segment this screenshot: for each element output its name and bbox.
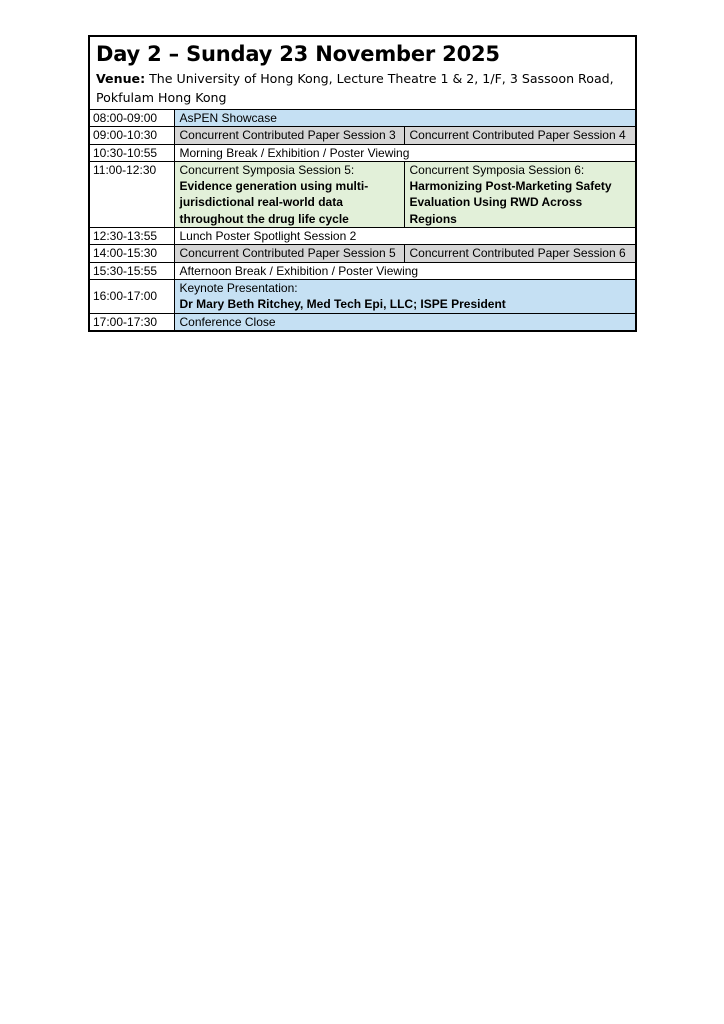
time-cell: 15:30-15:55 xyxy=(90,262,174,279)
session-cell: AsPEN Showcase xyxy=(174,110,635,127)
symposium-title: Harmonizing Post-Marketing Safety Evaluation Using RWD Across Regions xyxy=(409,179,612,226)
table-row xyxy=(90,228,635,245)
table-row xyxy=(90,245,635,262)
table-row xyxy=(90,110,635,127)
time-cell: 10:30-10:55 xyxy=(90,144,174,161)
symposium-cell-b xyxy=(404,161,635,227)
symposium-label: Concurrent Symposia Session 5: xyxy=(179,162,355,177)
table-row xyxy=(90,161,635,227)
symposium-label: Concurrent Symposia Session 6: xyxy=(409,162,585,177)
page-title: Day 2 – Sunday 23 November 2025 xyxy=(96,42,500,66)
table-row xyxy=(90,313,635,330)
time-cell: 16:00-17:00 xyxy=(90,279,174,313)
table-row xyxy=(90,127,635,144)
session-cell: Conference Close xyxy=(174,313,635,330)
session-cell: Lunch Poster Spotlight Session 2 xyxy=(174,228,635,245)
venue-label: Venue: xyxy=(96,71,146,86)
schedule-header xyxy=(90,37,635,109)
schedule-box xyxy=(88,35,637,332)
keynote-label: Keynote Presentation: xyxy=(179,280,298,295)
time-cell: 11:00-12:30 xyxy=(90,161,174,227)
time-cell: 08:00-09:00 xyxy=(90,110,174,127)
session-cell-b: Concurrent Contributed Paper Session 4 xyxy=(404,127,635,144)
time-cell: 09:00-10:30 xyxy=(90,127,174,144)
session-cell-a: Concurrent Contributed Paper Session 3 xyxy=(174,127,404,144)
table-row xyxy=(90,279,635,313)
session-cell: Afternoon Break / Exhibition / Poster Viewing xyxy=(174,262,635,279)
time-cell: 14:00-15:30 xyxy=(90,245,174,262)
time-cell: 17:00-17:30 xyxy=(90,313,174,330)
venue-text: The University of Hong Kong, Lecture Theatre 1 & 2, 1/F, 3 Sassoon Road, Pokfulam Hong Kong xyxy=(96,71,614,105)
time-cell: 12:30-13:55 xyxy=(90,228,174,245)
table-row xyxy=(90,144,635,161)
session-cell: Morning Break / Exhibition / Poster Viewing xyxy=(174,144,635,161)
schedule-table xyxy=(90,109,635,330)
table-row xyxy=(90,262,635,279)
symposium-cell-a xyxy=(174,161,404,227)
symposium-title: Evidence generation using multi-jurisdictional real-world data throughout the drug life cycle xyxy=(179,179,369,226)
venue-line xyxy=(96,69,629,107)
session-cell-a: Concurrent Contributed Paper Session 5 xyxy=(174,245,404,262)
session-cell-b: Concurrent Contributed Paper Session 6 xyxy=(404,245,635,262)
keynote-cell xyxy=(174,279,635,313)
keynote-speaker: Dr Mary Beth Ritchey, Med Tech Epi, LLC; ISPE President xyxy=(179,297,506,312)
